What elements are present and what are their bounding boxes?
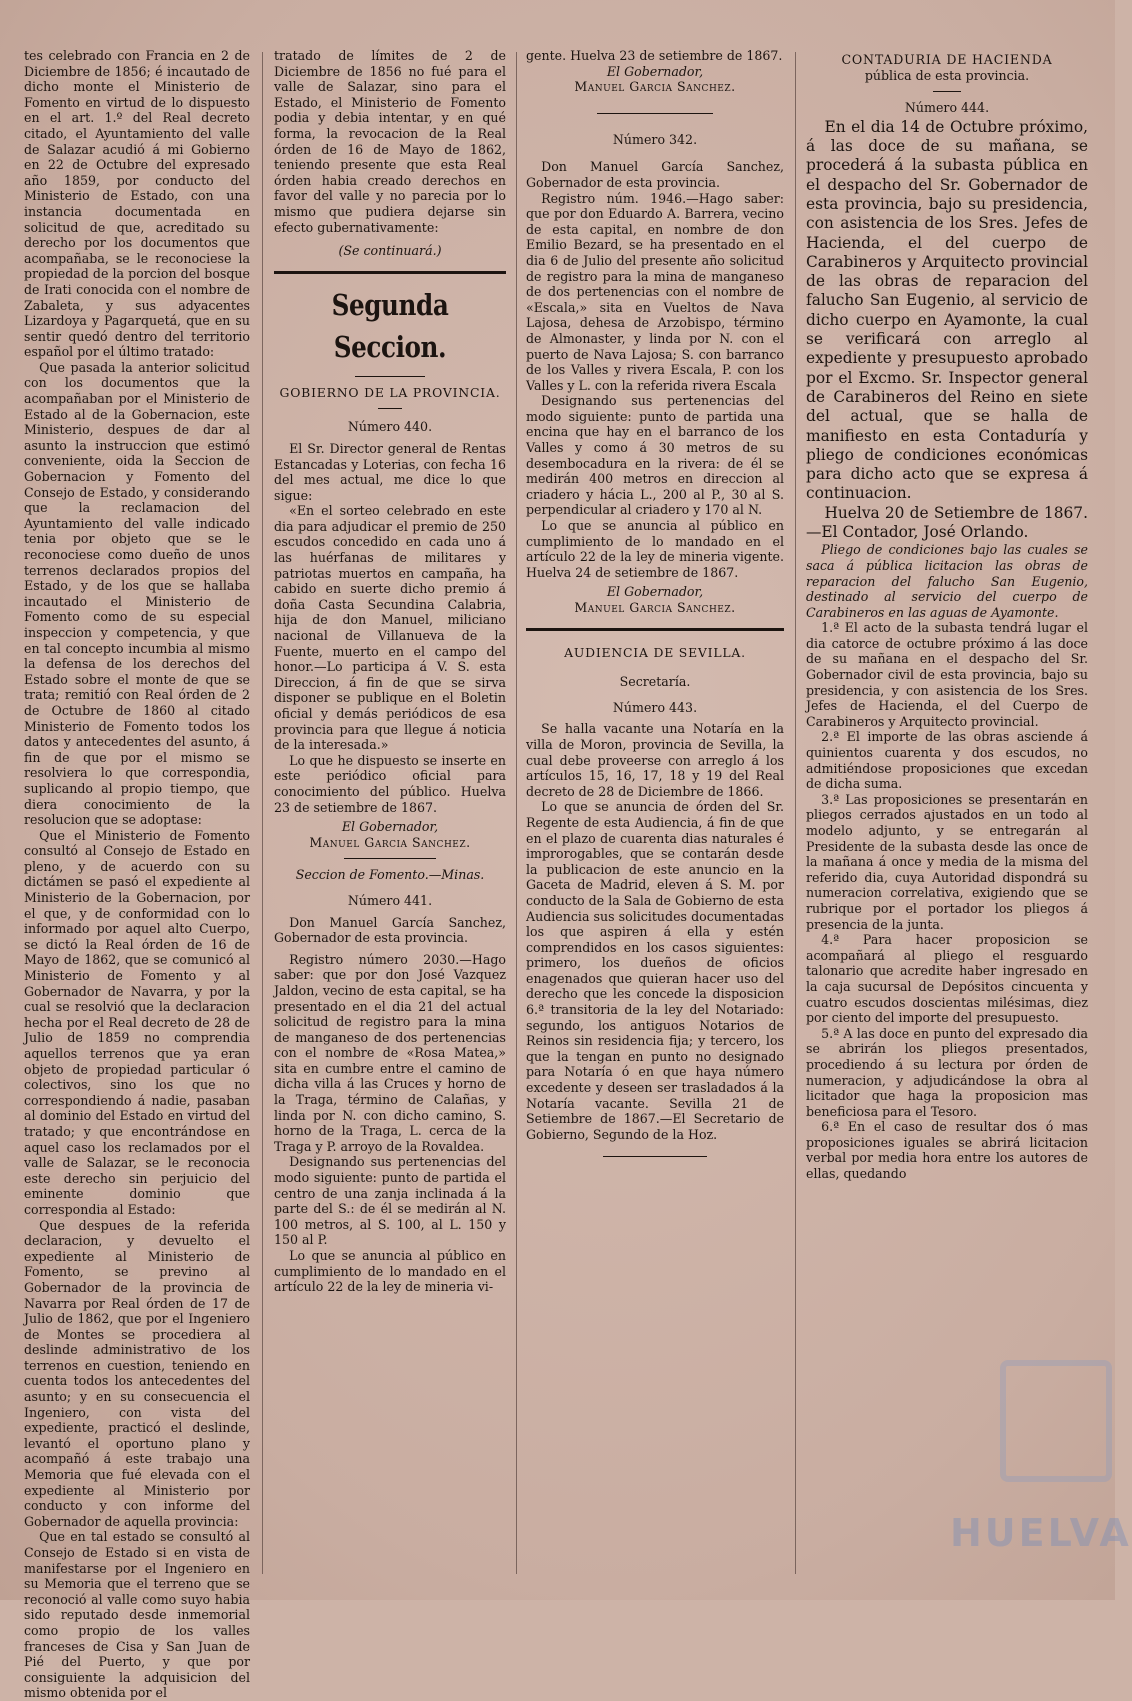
col3-top: gente. Huelva 23 de setiembre de 1867. bbox=[526, 48, 783, 63]
p440-paragraph: Lo que he dispuesto se inserte en este periódico oficial para conocimiento del público. Huelva 23 de setiembre de 1867. bbox=[274, 752, 506, 815]
column-divider bbox=[516, 52, 517, 1574]
col1-paragraph: Que el Ministerio de Fomento consultó al Consejo de Estado en pleno, y de acuerdo con su dictámen se pasó el expediente al Ministerio de la Gobernacion, por el que, y de conformidad con lo informado por aquel alto Cuerpo, se dictó la Real órden de 16 de Mayo de 1862, que se comunicó al Ministerio de Fomento y al Gobernador de Navarra, y por la cual se resolvió que la declaracion hecha por el Real decreto de 28 de Julio de 1859 no comprendia aquellos terrenos que ya eran objeto de propiedad particular ó colectivos, sino los que no correspondiendo á nadie, pasaban al dominio del Estado en virtud del tratado; y que encontrándose en aquel caso los reclamados por el valle de Salazar, se le reconocia este derecho sin perjuicio del eminente dominio que correspondia al Estado: bbox=[24, 827, 250, 1217]
p342-paragraph: Registro núm. 1946.—Hago saber: que por don Eduardo A. Barrera, vecino de esta capital, en nombre de don Emilio Bezard, se ha presentado en el dia 6 de Julio del presente año solicitud de registro para la mina de manganeso de dos pertenencias con el nombre de «Escala,» sita en Vueltos de Nava Lajosa, dehesa de Arzobispo, término de Almonaster, y linda por N. con el puerto de Nava Lajosa; S. con barranco de los Valles y rivera Escala, P. con los Valles y L. con la referida rivera Escala bbox=[526, 190, 784, 393]
signature-name: Manuel Garcia Sanchez. bbox=[574, 600, 736, 615]
signature-name: Manuel Garcia Sanchez. bbox=[574, 79, 736, 95]
section-title: Segunda Seccion. bbox=[331, 287, 449, 364]
column-1 bbox=[24, 48, 250, 1701]
continuara-note: (Se continuará.) bbox=[338, 243, 442, 259]
short-rule bbox=[597, 113, 713, 114]
column-3 bbox=[526, 48, 784, 1578]
p444-paragraph: Huelva 20 de Setiembre de 1867.—El Contador, José Orlando. bbox=[806, 503, 1088, 542]
p441-heading: Don Manuel García Sanchez, Gobernador de esta provincia. bbox=[274, 914, 506, 946]
p440-paragraph: «En el sorteo celebrado en este dia para adjudicar el premio de 250 escudos concedido en cada uno á las huérfanas de militares y patriotas muertos en campaña, ha cabido en suerte dicho premio á doña Casta Secundina Calabria, hija de don Manuel, miliciano nacional de Villanueva de la Fuente, muerto en el campo del honor.—Lo participa á V. S. esta Direccion, á fin de que se sirva disponer se publique en el Boletin oficial y demás periódicos de esa provincia para que llegue á noticia de la interesada.» bbox=[274, 503, 506, 753]
contaduria-subheading: pública de esta provincia. bbox=[864, 67, 1030, 83]
short-rule bbox=[378, 408, 401, 409]
number-441: Número 441. bbox=[347, 892, 433, 908]
column-divider bbox=[262, 52, 263, 1574]
p342-paragraph: Designando sus pertenencias del modo siguiente: punto de partida una encina que hay en el barranco de los Valles y como á 30 metros de su desembocadura en la rivera: de él se medirán 400 metros en direccion al criadero y hácia L., 200 al P., 30 al S. perpendicular al criadero y 170 al N. bbox=[526, 393, 784, 518]
p441-paragraph: Lo que se anuncia al público en cumplimiento de lo mandado en el artículo 22 de la ley de mineria vi- bbox=[274, 1248, 506, 1295]
number-443: Número 443. bbox=[612, 699, 698, 715]
col1-paragraph: Que despues de la referida declaracion, y devuelto el expediente al Ministerio de Fomento, se previno al Gobernador de la provincia de Navarra por Real órden de 17 de Julio de 1862, que por el Ingeniero de Montes se procediera al deslinde administrativo de los terrenos en cuestion, teniendo en cuenta todos los antecedentes del asunto; y en su consecuencia el Ingeniero, con vista del expediente, practicó el deslinde, levantó el oportuno plano y acompañó á este trabajo una Memoria que fué elevada con el expediente al Ministerio por conducto y con informe del Gobernador de aquella provincia: bbox=[24, 1217, 250, 1529]
condition-item: 6.ª En el caso de resultar dos ó mas proposiciones iguales se abrirá licitacion verbal por media hora entre los autores de ellas, quedando bbox=[806, 1119, 1088, 1182]
col1-paragraph: Que en tal estado se consultó al Consejo de Estado si en vista de manifestarse por el Ingeniero en su Memoria que el terreno que se reconoció al valle como suyo habia sido reputado desde inmemorial como propio de los valles franceses de Cisa y San Juan de Pié del Puerto, y que por consiguiente la adquisicion del mismo obtenida por el bbox=[24, 1529, 250, 1701]
p441-paragraph: Registro número 2030.—Hago saber: que por don José Vazquez Jaldon, vecino de esta capital, se ha presentado en el dia 21 del actual solicitud de registro para la mina de manganeso de dos pertenencias con el nombre de «Rosa Matea,» sita en cumbre entre el camino de dicha villa á las Cruces y horno de la Traga, término de Calañas, y linda por N. con dicho camino, S. horno de la Traga, L. cerca de la Traga y P. arroyo de la Rovaldea. bbox=[274, 951, 506, 1154]
condition-item: 4.ª Para hacer proposicion se acompañará al pliego el resguardo talonario que acredite haber ingresado en la caja sucursal de Depósitos cincuenta y cuatro escudos doscientas milésimas, diez por ciento del importe del presupuesto. bbox=[806, 932, 1088, 1026]
pliego-heading: Pliego de condiciones bajo las cuales se saca á pública licitacion las obras de reparacion del falucho San Eugenio, destinado al servicio del cuerpo de Carabineros en las aguas de Ayamonte. bbox=[806, 542, 1088, 620]
p342-paragraph: Lo que se anuncia al público en cumplimiento de lo mandado en el artículo 22 de la ley de mineria vigente. Huelva 24 de setiembre de 1867. bbox=[526, 518, 784, 580]
col2-paragraph: tratado de límites de 2 de Diciembre de 1856 no fué para el valle de Salazar, sino para el Estado, el Ministerio de Fomento podia y debia intentar, y en qué forma, la revocacion de la Real órden de 16 de Mayo de 1862, teniendo presente que esta Real órden habia creado derechos en favor del valle y no parecia por lo mismo que pudiera dejarse sin efecto gubernativamente: bbox=[274, 48, 506, 235]
condition-item: 1.ª El acto de la subasta tendrá lugar el dia catorce de octubre próximo á las doce de su mañana en el despacho del Sr. Gobernador civil de esta provincia, bajo su presidencia, y con asistencia de los Sres. Jefes de Hacienda, el del Cuerpo de Carabineros y Arquitecto provincial. bbox=[806, 620, 1088, 729]
contaduria-heading: CONTADURIA DE HACIENDA bbox=[841, 52, 1053, 67]
section-rule bbox=[274, 271, 506, 274]
condition-item: 5.ª A las doce en punto del expresado dia se abrirán los pliegos presentados, procediendo á su lectura por órden de numeracion, y adjudicándose la obra al licitador que haga la proposicion mas beneficiosa para el Tesoro. bbox=[806, 1025, 1088, 1119]
number-440: Número 440. bbox=[347, 419, 433, 435]
short-rule bbox=[355, 376, 425, 377]
section-rule bbox=[526, 628, 784, 631]
library-stamp-icon bbox=[1000, 1360, 1112, 1482]
p443-paragraph: Lo que se anuncia de órden del Sr. Regente de esta Audiencia, á fin de que en el plazo de cuarenta dias naturales é improrogables, que se contarán desde la publicacion de este anuncio en la Gaceta de Madrid, eleven á S. M. por conducto de la Sala de Gobierno de esta Audiencia sus solicitudes documentadas los que aspiren á ella y estén comprendidos en los casos siguientes: primero, los dueños de oficios enagenados que quieran hacer uso del derecho que les concede la disposicion 6.ª transitoria de la ley del Notariado: segundo, los antiguos Notarios de Reinos sin residencia fija; y tercero, los que la tengan en punto no designado para Notaría ó en que haya número excedente y deseen ser trasladados á la Notaría vacante. Sevilla 21 de Setiembre de 1867.—El Secretario de Gobierno, Segundo de la Hoz. bbox=[526, 799, 784, 1142]
p441-paragraph: Designando sus pertenencias del modo siguiente: punto de partida el centro de una zanja inclinada á la parte del S.: de él se medirán al N. 100 metros, al S. 100, al L. 150 y 150 al P. bbox=[274, 1154, 506, 1248]
p440-paragraph: El Sr. Director general de Rentas Estancadas y Loterias, con fecha 16 del mes actual, me dice lo que sigue: bbox=[274, 440, 506, 503]
p444-paragraph: En el dia 14 de Octubre próximo, á las doce de su mañana, se procederá á la subasta pública en el despacho del Sr. Gobernador de esta provincia, bajo su presidencia, con asistencia de los Sres. Jefes de Hacienda, el del cuerpo de Carabineros y Arquitecto provincial de las obras de reparacion del falucho San Eugenio, al servicio de dicho cuerpo en Ayamonte, la cual se verificará con arreglo al expediente y presupuesto aprobado por el Excmo. Sr. Inspector general de Carabineros del Reino en siete del actual, que se halla de manifiesto en esta Contaduría y pliego de condiciones económicas para dicho acto que se expresa á continuacion. bbox=[806, 117, 1088, 503]
col1-paragraph: Que pasada la anterior solicitud con los documentos que la acompañaban por el Ministerio de Estado al de la Gobernacion, este Ministerio, despues de dar al asunto la instruccion que estimó conveniente, oida la Seccion de Gobernacion y Fomento del Consejo de Estado, y considerando que la reclamacion del Ayuntamiento del valle indicado tenia por objeto que se le reconociese como dueño de unos terrenos declarados propios del Estado, y de los que se hallaba incautado el Ministerio de Fomento como de su especial inspeccion y competencia, y que en tal concepto incumbia al mismo la defensa de los derechos del Estado sobre el monte de que se trata; remitió con Real órden de 2 de Octubre de 1860 al citado Ministerio de Fomento todos los datos y antecedentes del asunto, á fin de que por el mismo se resolviera lo que correspondia, suplicando al propio tiempo, que diera conocimiento de la resolucion que se adoptase: bbox=[24, 359, 250, 828]
signature-name: Manuel Garcia Sanchez. bbox=[309, 834, 471, 850]
fomento-heading: Seccion de Fomento.—Minas. bbox=[295, 867, 485, 883]
watermark-text: HUELVA bbox=[950, 1511, 1132, 1555]
secretaria-heading: Secretaría. bbox=[619, 674, 691, 690]
column-4 bbox=[806, 48, 1088, 1578]
signature-title: El Gobernador, bbox=[341, 819, 439, 835]
column-2 bbox=[274, 48, 506, 1578]
p443-paragraph: Se halla vacante una Notaría en la villa de Moron, provincia de Sevilla, la cual debe proveerse con arreglo á los artículos 15, 16, 17, 18 y 19 del Real decreto de 28 de Diciembre de 1866. bbox=[526, 721, 784, 799]
condition-item: 3.ª Las proposiciones se presentarán en pliegos cerrados ajustados en un todo al modelo adjunto, y se entregarán al Presidente de la subasta desde las once de la mañana á once y media de la misma del referido dia, cuya Autoridad dispondrá su numeracion correlativa, exigiendo que se rubrique por el portador los pliegos á presencia de la junta. bbox=[806, 791, 1088, 932]
condition-item: 2.ª El importe de las obras asciende á quinientos cuarenta y dos escudos, no admitiéndose proposiciones que excedan de dicha suma. bbox=[806, 729, 1088, 792]
short-rule bbox=[933, 91, 961, 92]
column-divider bbox=[795, 52, 796, 1574]
gobierno-heading: GOBIERNO DE LA PROVINCIA. bbox=[279, 384, 501, 400]
signature-title: El Gobernador, bbox=[606, 63, 704, 79]
short-rule bbox=[344, 858, 437, 859]
audiencia-heading: AUDIENCIA DE SEVILLA. bbox=[564, 644, 746, 660]
signature-title: El Gobernador, bbox=[606, 584, 704, 600]
short-rule bbox=[603, 1156, 706, 1157]
p342-heading: Don Manuel García Sanchez, Gobernador de esta provincia. bbox=[526, 159, 784, 190]
number-444: Número 444. bbox=[904, 100, 990, 116]
number-342: Número 342. bbox=[612, 131, 698, 147]
col1-paragraph: tes celebrado con Francia en 2 de Diciembre de 1856; é incautado de dicho monte el Ministerio de Fomento en virtud de lo dispuesto en el art. 1.º del Real decreto citado, el Ayuntamiento del valle de Salazar acudió á mi Gobierno en 22 de Octubre del expresado año 1859, por conducto del Ministerio de Estado, con una instancia documentada en solicitud de que, acreditado su derecho por los documentos que acompañaba, se le reconociese la propiedad de la porcion del bosque de Irati conocida con el nombre de Zabaleta, y sus adyacentes Lizardoya y Pagarquetá, que en su sentir quedó dentro del territorio español por el último tratado: bbox=[24, 48, 250, 360]
